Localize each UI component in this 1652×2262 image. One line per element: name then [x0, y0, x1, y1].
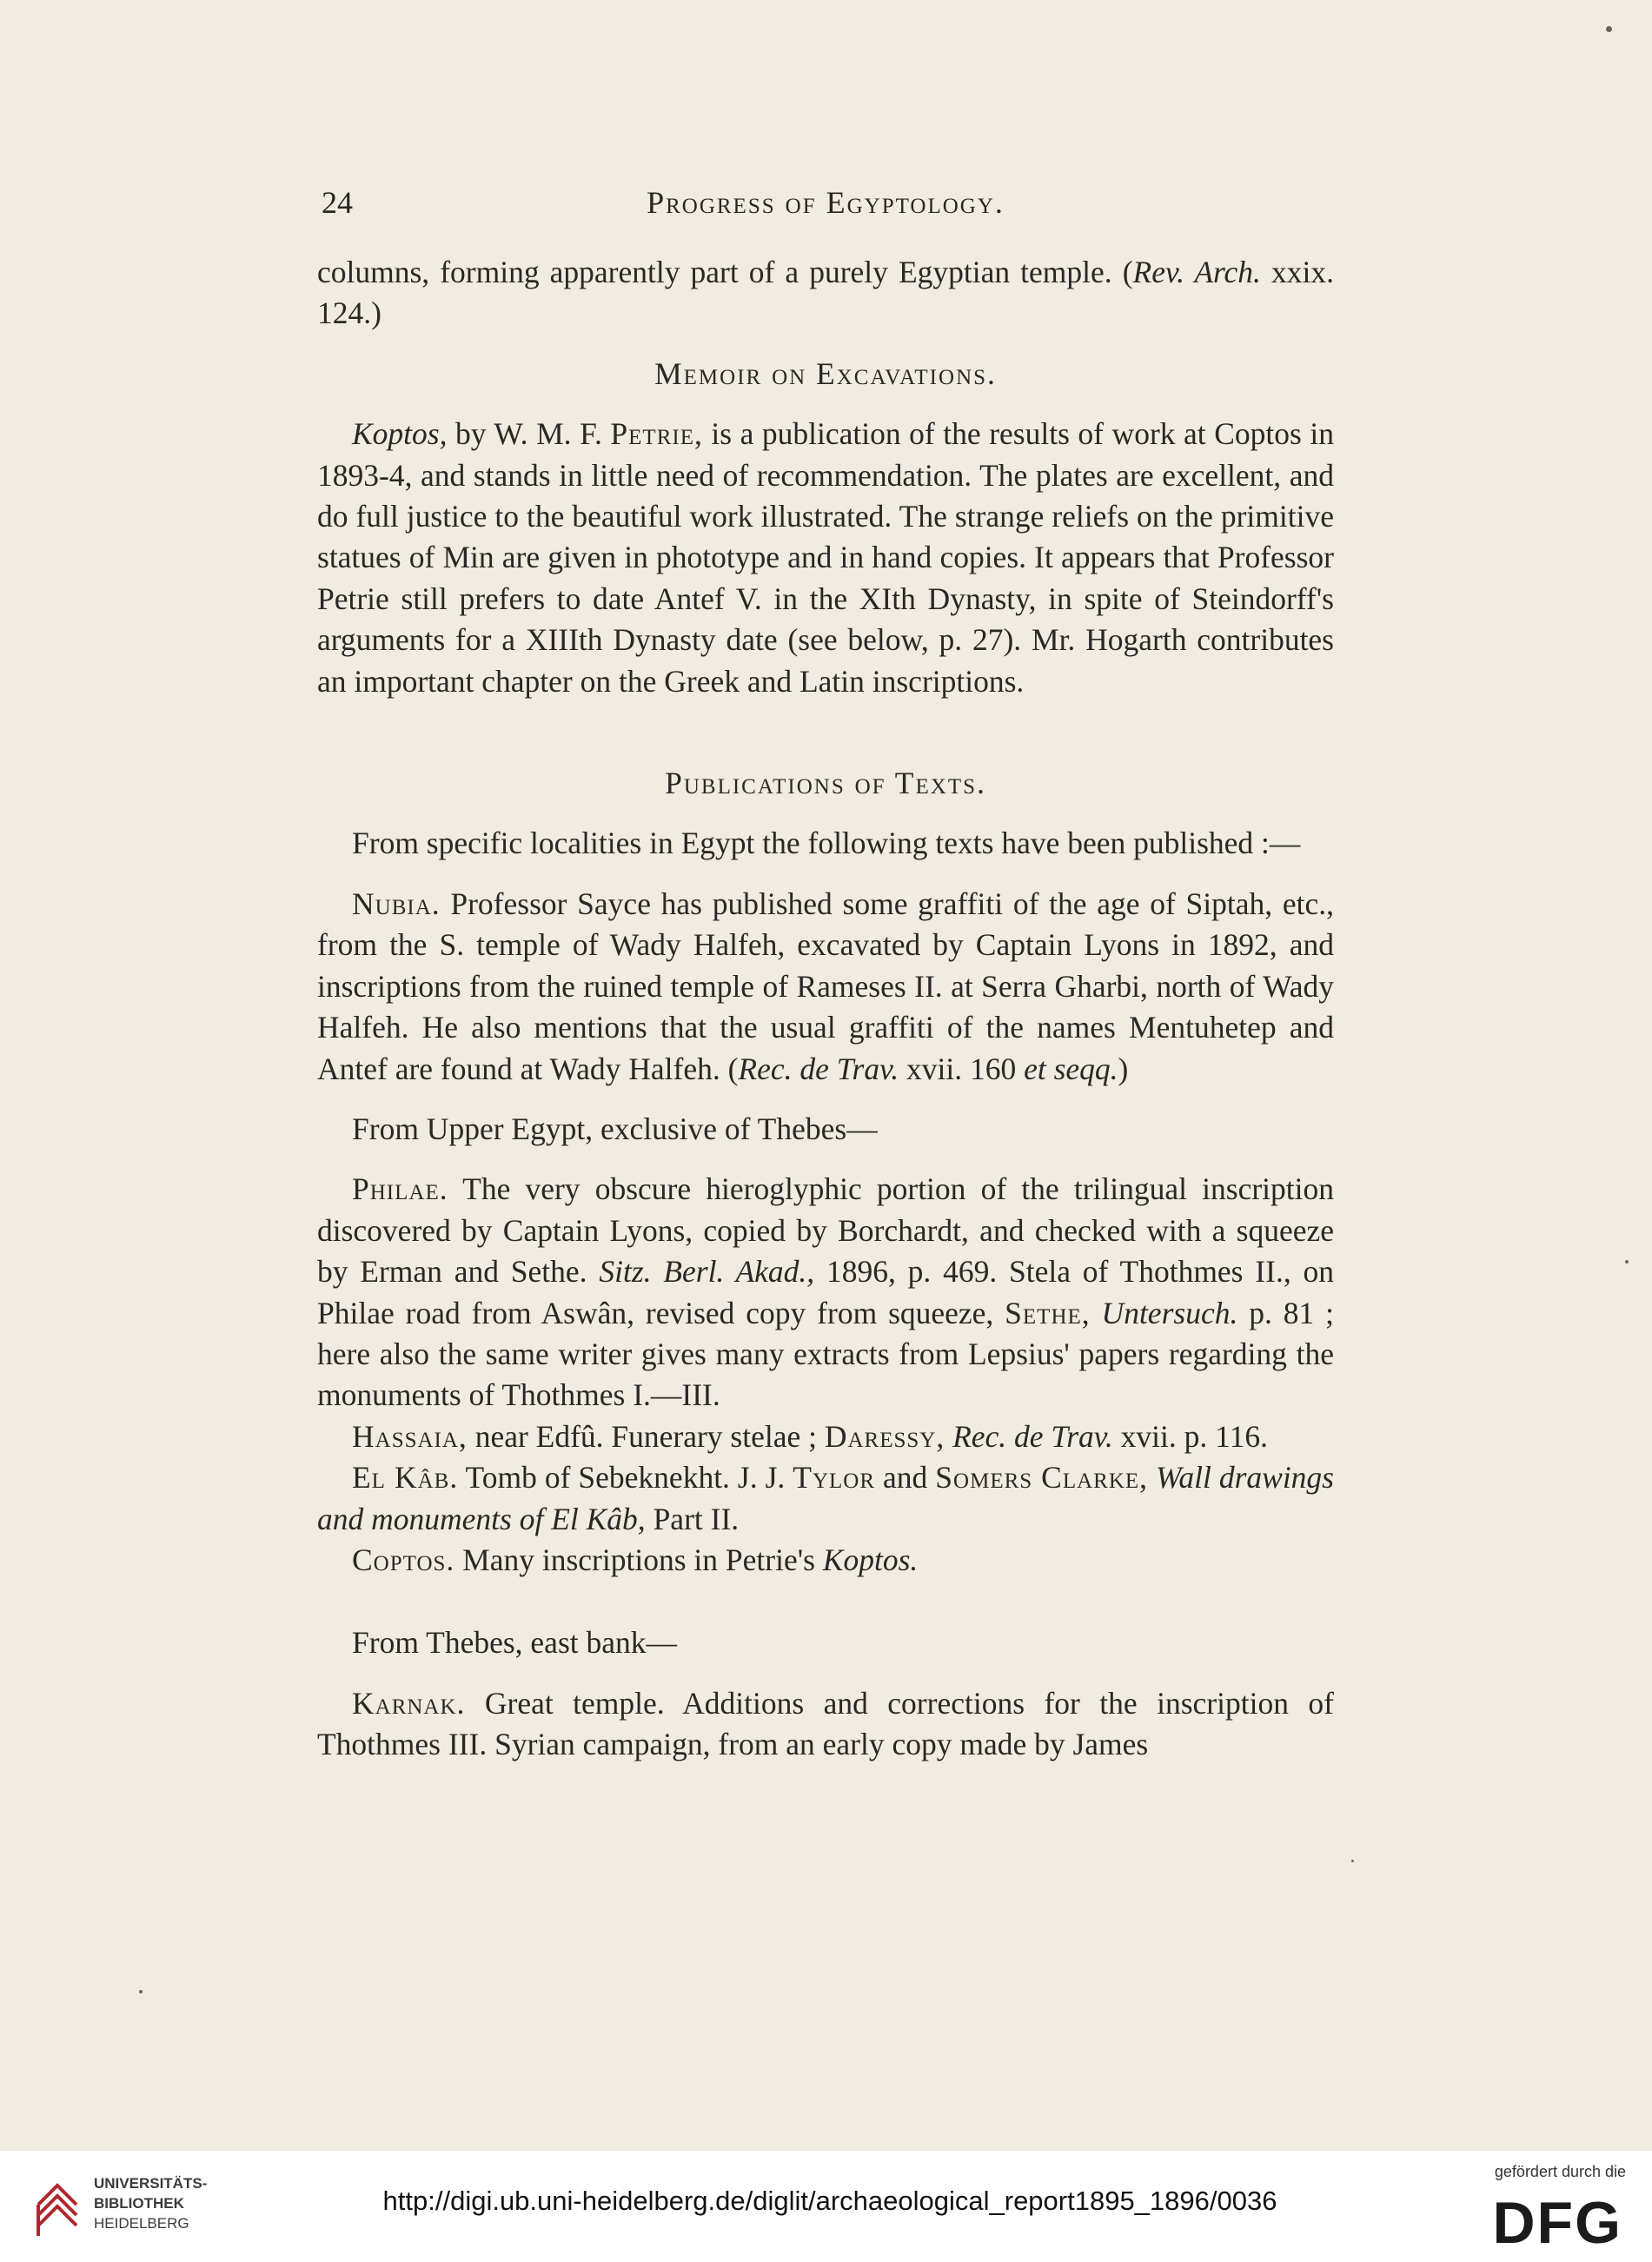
digitization-footer: [0, 2151, 1652, 2262]
permalink-url[interactable]: http://digi.ub.uni-heidelberg.de/diglit/archaeological_report1895_1896/0036: [382, 2186, 1277, 2216]
page-header: [322, 184, 1330, 236]
nubia-paragraph: Nubia. Professor Sayce has published some graffiti of the age of Siptah, etc., from the S. temple of Wady Halfeh, excavated by Captain Lyons in 1892, and inscriptions from the ruined temple of Rameses II. at Serra Gharbi, north of Wady Halfeh. He also mentions that the usual graffiti of the names Mentuhetep and Antef are found at Wady Halfeh. (Rec. de Trav. xvii. 160 et seqq.): [317, 886, 1334, 1086]
continuation-paragraph: columns, forming apparently part of a purely Egyptian temple. (Rev. Arch. xxix. 124.): [317, 255, 1334, 331]
section-heading-publications: Publications of Texts.: [665, 766, 986, 801]
library-name: UNIVERSITÄTS- BIBLIOTHEK HEIDELBERG: [94, 2175, 208, 2232]
page-body: [317, 252, 1334, 1766]
page-number: 24: [322, 185, 353, 220]
library-logo-icon: [31, 2170, 85, 2239]
paper-speck: [1606, 26, 1612, 32]
karnak-paragraph: Karnak. Great temple. Additions and corrections for the inscription of Thothmes III. Syrian campaign, from an early copy made by James: [317, 1685, 1334, 1762]
paper-speck: [1625, 1260, 1629, 1264]
koptos-paragraph: Koptos, by W. M. F. Petrie, is a publication of the results of work at Coptos in 1893-4, and stands in little need of recommendation. The plates are excellent, and do full justice to the beautiful work illustrated. The strange reliefs on the primitive statues of Min are given in phototype and in hand copies. It appears that Professor Petrie still prefers to date Antef V. in the XIth Dynasty, in spite of Steindorff's arguments for a XIIIth Dynasty date (see below, p. 27). Mr. Hogarth contributes an important chapter on the Greek and Latin inscriptions.: [317, 416, 1334, 699]
dfg-logo: DFG: [1492, 2190, 1622, 2256]
upper-egypt-paragraph: From Upper Egypt, exclusive of Thebes—: [352, 1111, 878, 1146]
funding-credit: gefördert durch die: [1494, 2163, 1626, 2180]
running-head: Progress of Egyptology.: [647, 185, 1005, 220]
philae-paragraph: Philae. The very obscure hieroglyphic portion of the trilingual inscription discovered by Captain Lyons, copied by Borchardt, and checked with a squeeze by Erman and Sethe. Sitz. Berl. Akad., 1896, p. 469. Stela of Thothmes II., on Philae road from Aswân, revised copy from squeeze, Sethe, Untersuch. p. 81 ; here also the same writer gives many extracts from Lepsius' papers regarding the monuments of Thothmes I.—III.: [317, 1171, 1334, 1413]
localities-paragraph: From specific localities in Egypt the following texts have been published :—: [352, 826, 1301, 861]
coptos-paragraph: Coptos. Many inscriptions in Petrie's Koptos.: [352, 1542, 919, 1577]
paper-speck: [1351, 1860, 1354, 1862]
el-kab-paragraph: El Kâb. Tomb of Sebeknekht. J. J. Tylor and Somers Clarke, Wall drawings and monuments of El Kâb, Part II.: [317, 1460, 1334, 1536]
thebes-east-paragraph: From Thebes, east bank—: [352, 1625, 677, 1661]
hassaia-paragraph: Hassaia, near Edfû. Funerary stelae ; Daressy, Rec. de Trav. xvii. p. 116.: [352, 1418, 1268, 1454]
section-heading-memoir: Memoir on Excavations.: [654, 355, 997, 391]
paper-speck: [139, 1990, 143, 1993]
